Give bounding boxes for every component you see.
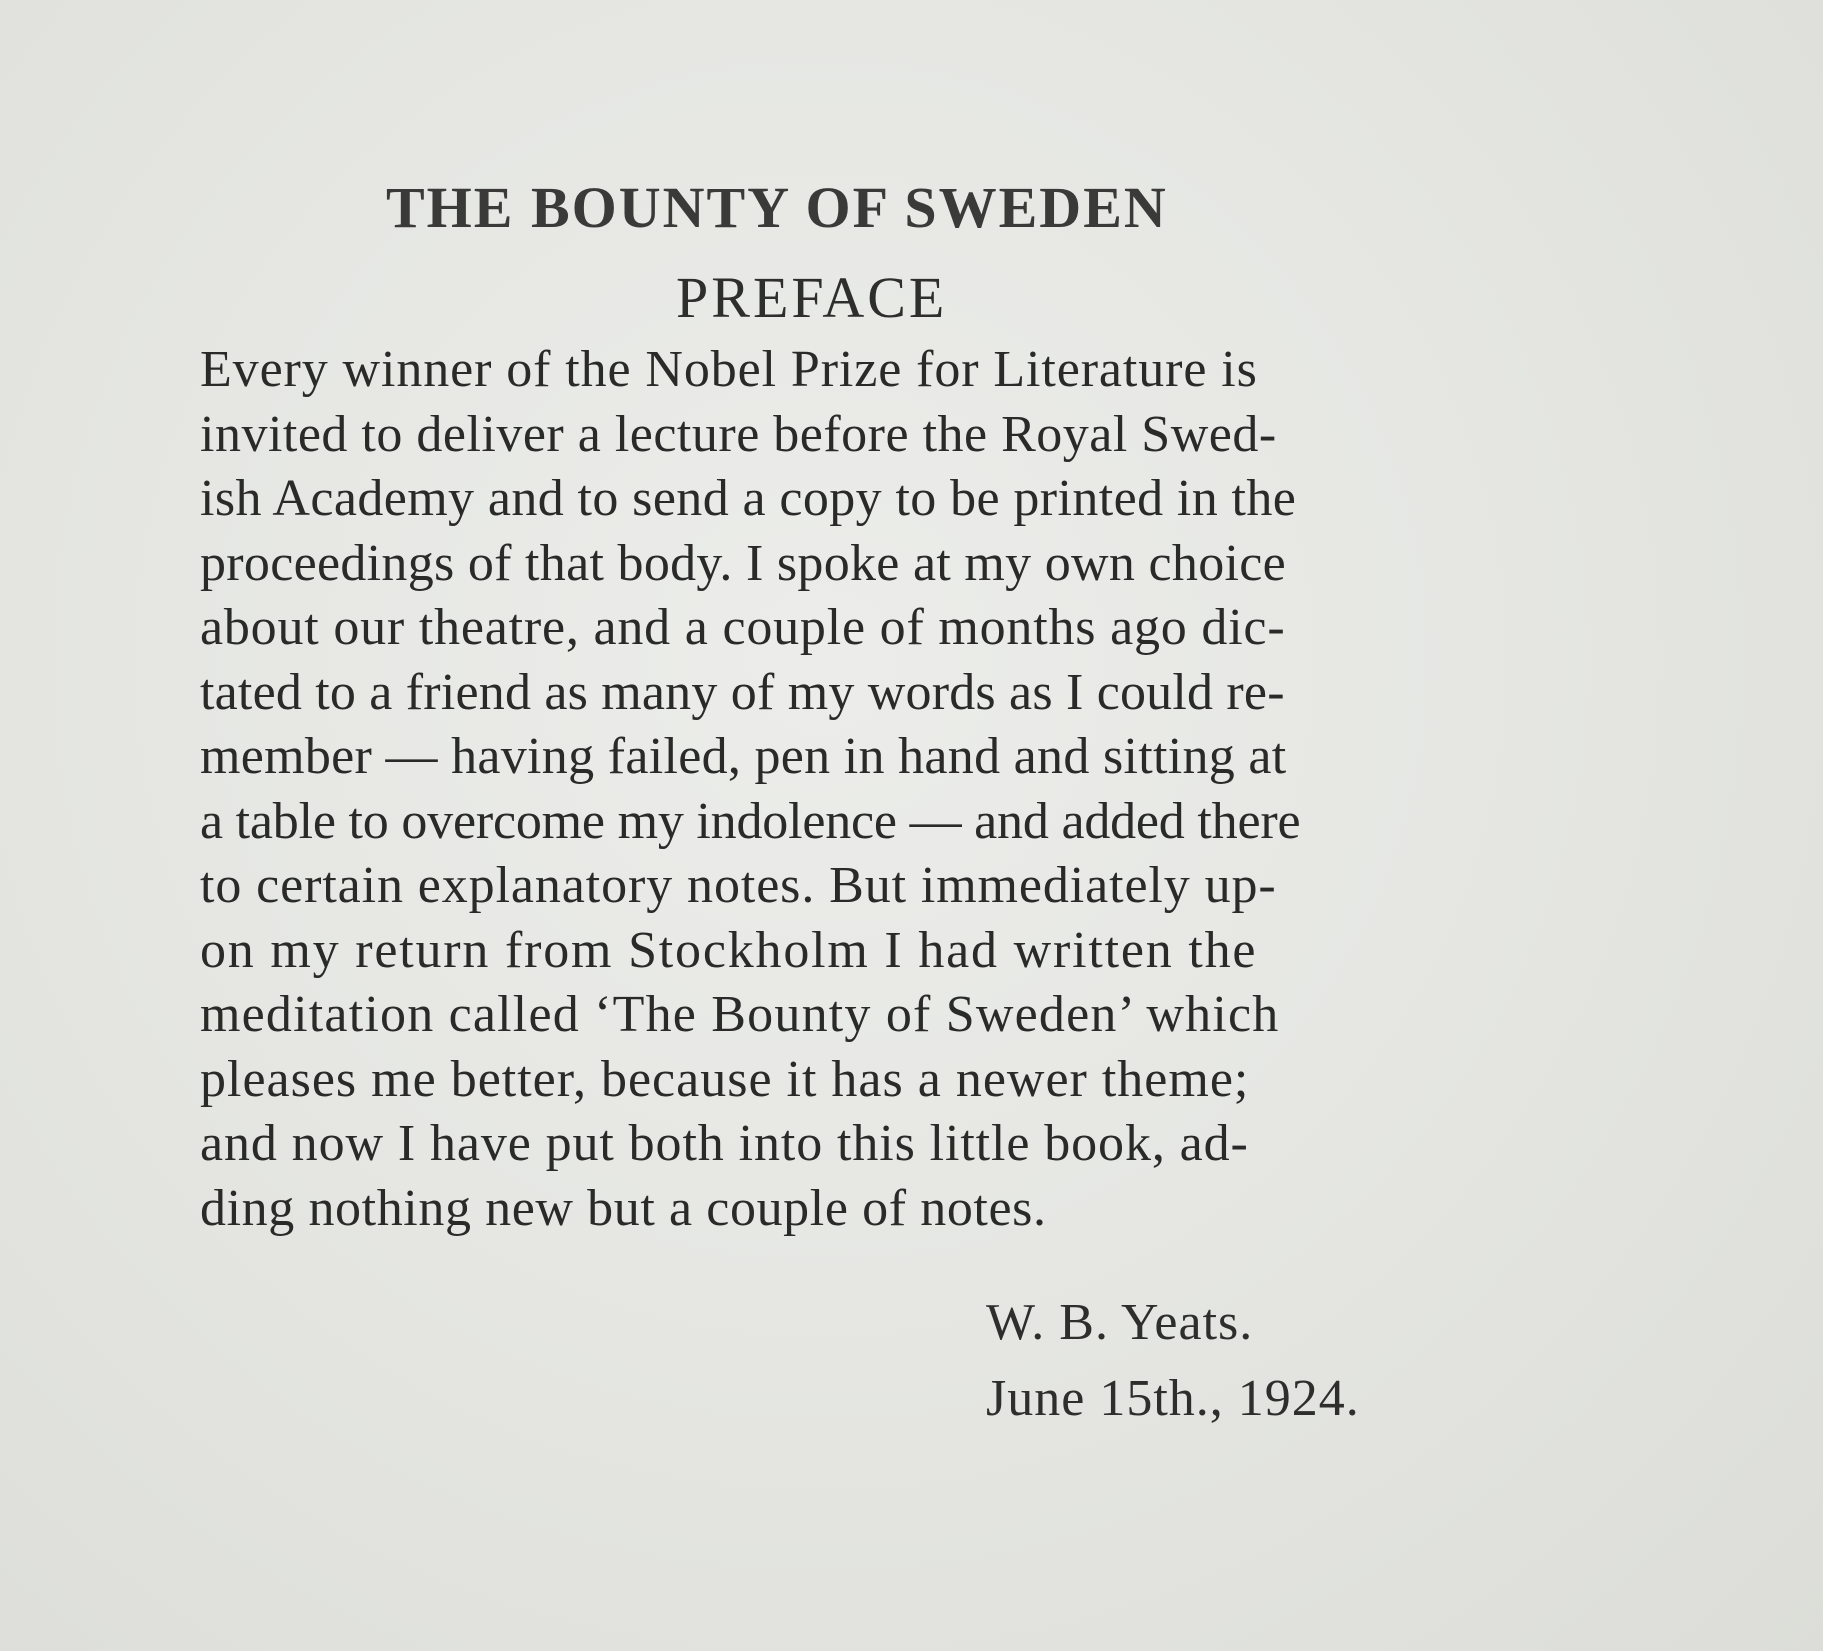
author-signature: W. B. Yeats. — [986, 1294, 1254, 1351]
paragraph-line: Every winner of the Nobel Prize for Literature is — [200, 341, 1258, 398]
paragraph-line: proceedings of that body. I spoke at my own choice — [200, 534, 1287, 592]
paragraph-line: pleases me better, because it has a newer theme; — [200, 1050, 1250, 1108]
section-title: PREFACE — [676, 265, 948, 330]
paragraph-line: member — having failed, pen in hand and sitting at — [200, 728, 1287, 785]
signature-block — [986, 1285, 1360, 1437]
paragraph-line: ding nothing new but a couple of notes. — [200, 1179, 1047, 1237]
paragraph-line: to certain explanatory notes. But immediately up- — [200, 857, 1277, 914]
signature-date: June 15th., 1924. — [986, 1370, 1360, 1427]
paragraph-line: and now I have put both into this little book, ad- — [200, 1115, 1249, 1172]
paragraph-line: about our theatre, and a couple of months ago dic- — [200, 599, 1286, 656]
book-title: THE BOUNTY OF SWEDEN — [386, 175, 1168, 240]
paragraph-line: invited to deliver a lecture before the Royal Swed- — [200, 405, 1277, 463]
preface-text-block — [200, 170, 1520, 1241]
preface-paragraph — [200, 338, 1520, 1241]
paragraph-line: on my return from Stockholm I had written the — [200, 921, 1258, 979]
paragraph-line: tated to a friend as many of my words as I could re- — [200, 663, 1285, 721]
paragraph-line: a table to overcome my indolence — and added there — [200, 792, 1301, 850]
paragraph-line: meditation called ‘The Bounty of Sweden’ which — [200, 986, 1280, 1043]
paragraph-line: ish Academy and to send a copy to be printed in the — [200, 470, 1297, 527]
